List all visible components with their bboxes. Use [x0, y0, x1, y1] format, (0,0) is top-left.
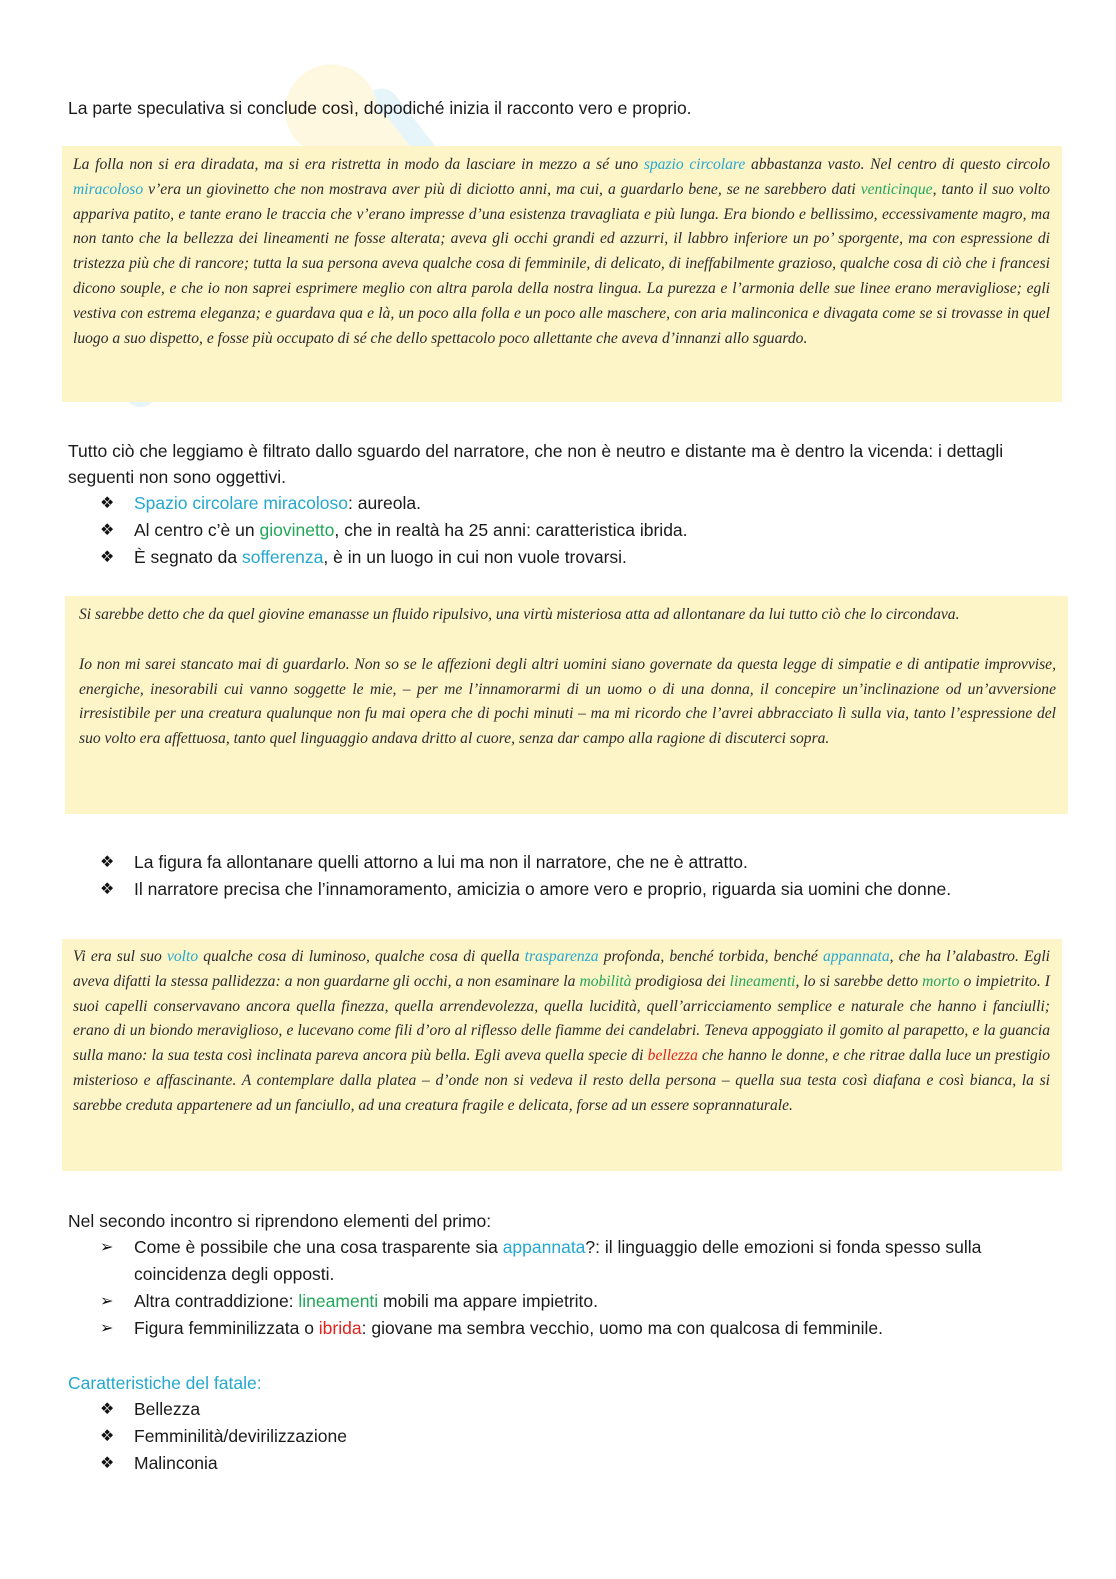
diamond-bullet-icon: ❖ — [100, 1455, 115, 1472]
bullet-list-2 — [100, 849, 1050, 903]
quote-2-paragraph-2: Io non mi sarei stancato mai di guardarlo. Non so se le affezioni degli altri uomini siano governate da questa legge di simpatie e di antipatie improvvise, energiche, inesorabili cui vanno soggette le mie, – per me l’innamorarmi di un uomo o di una donna, il concepire un’inclinazione od un’avversione irresistibile per una creatura qualunque non fu mai opera che di pochi minuti – ma mi ricordo che l’avrei abbracciato lì sulla via, tanto l’espressione del suo volto era affettuosa, tanto quel linguaggio andava dritto al cuore, senza dar campo alla ragione di discuterci sopra. — [79, 655, 1056, 748]
intro-paragraph: La parte speculativa si conclude così, dopodiché inizia il racconto vero e proprio. — [68, 98, 692, 118]
bullet-list-3 — [100, 1234, 1050, 1342]
quote-block-1 — [62, 146, 1062, 402]
bullet-list-4 — [100, 1396, 1050, 1477]
list-item: ❖ Al centro c’è un giovinetto, che in realtà ha 25 anni: caratteristica ibrida. — [100, 517, 1050, 544]
quote-block-2 — [65, 596, 1068, 814]
narrator-paragraph: Tutto ciò che leggiamo è filtrato dallo sguardo del narratore, che non è neutro e distante ma è dentro la vicenda: i dettagli seguenti non sono oggettivi. — [68, 441, 1004, 487]
list-item: ❖ È segnato da sofferenza, è in un luogo in cui non vuole trovarsi. — [100, 544, 1050, 571]
diamond-bullet-icon: ❖ — [100, 549, 115, 566]
second-meeting-paragraph: Nel secondo incontro si riprendono elementi del primo: — [68, 1211, 492, 1231]
quote-block-3 — [62, 939, 1062, 1171]
list-item: ❖ Malinconia — [100, 1450, 1050, 1477]
diamond-bullet-icon: ❖ — [100, 854, 115, 871]
list-item: ❖ Il narratore precisa che l’innamoramento, amicizia o amore vero e proprio, riguarda sia uomini che donne. — [100, 876, 1050, 903]
list-item: ➢ Altra contraddizione: lineamenti mobili ma appare impietrito. — [100, 1288, 1050, 1315]
quote-2-paragraph-1: Si sarebbe detto che da quel giovine emanasse un fluido ripulsivo, una virtù misteriosa atta ad allontanare da lui tutto ciò che lo circondava. — [79, 606, 960, 623]
quote-1-text: La folla non si era diradata, ma si era ristretta in modo da lasciare in mezzo a sé uno spazio circolare abbastanza vasto. Nel centro di questo circolo miracoloso v’era un giovinetto che non mostrava aver più di diciotto anni, ma cui, a guardarlo bene, se ne sarebbero dati venticinque, tanto il suo volto appariva patito, e tante erano le traccia che v’erano impresse d’una esistenza travagliata e più lunga. Era biondo e bellissimo, eccessivamente magro, ma non tanto che la bellezza dei lineamenti ne fosse alterata; aveva gli occhi grandi ed azzurri, il labbro inferiore un po’ sporgente, ma con espressione di tristezza più che di rancore; tutta la sua persona aveva qualche cosa di femminile, di delicato, di ineffabilmente grazioso, qualche cosa di ciò che i francesi dicono souple, e che io non saprei esprimere meglio con altra parola della nostra lingua. La purezza e l’armonia delle sue linee erano meravigliose; egli vestiva con estrema eleganza; e guardava qua e là, un poco alla folla e un poco alle maschere, con aria malinconica e divagata come se si trovasse in quel luogo a suo dispetto, e fosse più occupato di sé che dello spettacolo poco allettante che aveva d’innanzi allo sguardo. — [73, 156, 1051, 347]
section-heading: Caratteristiche del fatale: — [68, 1373, 262, 1393]
list-item: ❖ Bellezza — [100, 1396, 1050, 1423]
list-item: ➢ Come è possibile che una cosa trasparente sia appannata?: il linguaggio delle emozioni si fonda spesso sulla coincidenza degli opposti. — [100, 1234, 1050, 1288]
arrow-bullet-icon: ➢ — [100, 1293, 114, 1310]
arrow-bullet-icon: ➢ — [100, 1239, 114, 1256]
diamond-bullet-icon: ❖ — [100, 495, 115, 512]
diamond-bullet-icon: ❖ — [100, 522, 115, 539]
list-item: ➢ Figura femminilizzata o ibrida: giovane ma sembra vecchio, uomo ma con qualcosa di femminile. — [100, 1315, 1050, 1342]
quote-3-text: Vi era sul suo volto qualche cosa di luminoso, qualche cosa di quella trasparenza profonda, benché torbida, benché appannata, che ha l’alabastro. Egli aveva difatti la stessa pallidezza: a non guardarne gli occhi, a non esaminare la mobilità prodigiosa dei lineamenti, lo si sarebbe detto morto o impietrito. I suoi capelli conservavano ancora quella finezza, quella arrendevolezza, quella lucidità, quell’arricciamento semplice e naturale che hanno i fanciulli; erano di un biondo meraviglioso, e lucevano come fili d’oro al riflesso delle fiamme dei candelabri. Teneva appoggiato il gomito al parapetto, e la guancia sulla mano: la sua testa così inclinata pareva ancora più bella. Egli aveva quella specie di bellezza che hanno le donne, e che ritrae dalla luce un prestigio misterioso e affascinante. A contemplare dalla platea – d’onde non si vedeva il resto della persona – quella sua testa così diafana e così bianca, la si sarebbe creduta appartenere ad un fanciullo, ad una creatura fragile e delicata, forse ad un essere soprannaturale. — [73, 948, 1051, 1114]
diamond-bullet-icon: ❖ — [100, 1401, 115, 1418]
list-item: ❖ La figura fa allontanare quelli attorno a lui ma non il narratore, che ne è attratto. — [100, 849, 1050, 876]
arrow-bullet-icon: ➢ — [100, 1320, 114, 1337]
diamond-bullet-icon: ❖ — [100, 881, 115, 898]
diamond-bullet-icon: ❖ — [100, 1428, 115, 1445]
list-item: ❖ Femminilità/devirilizzazione — [100, 1423, 1050, 1450]
list-item: ❖ Spazio circolare miracoloso: aureola. — [100, 490, 1050, 517]
bullet-list-1 — [100, 490, 1050, 571]
